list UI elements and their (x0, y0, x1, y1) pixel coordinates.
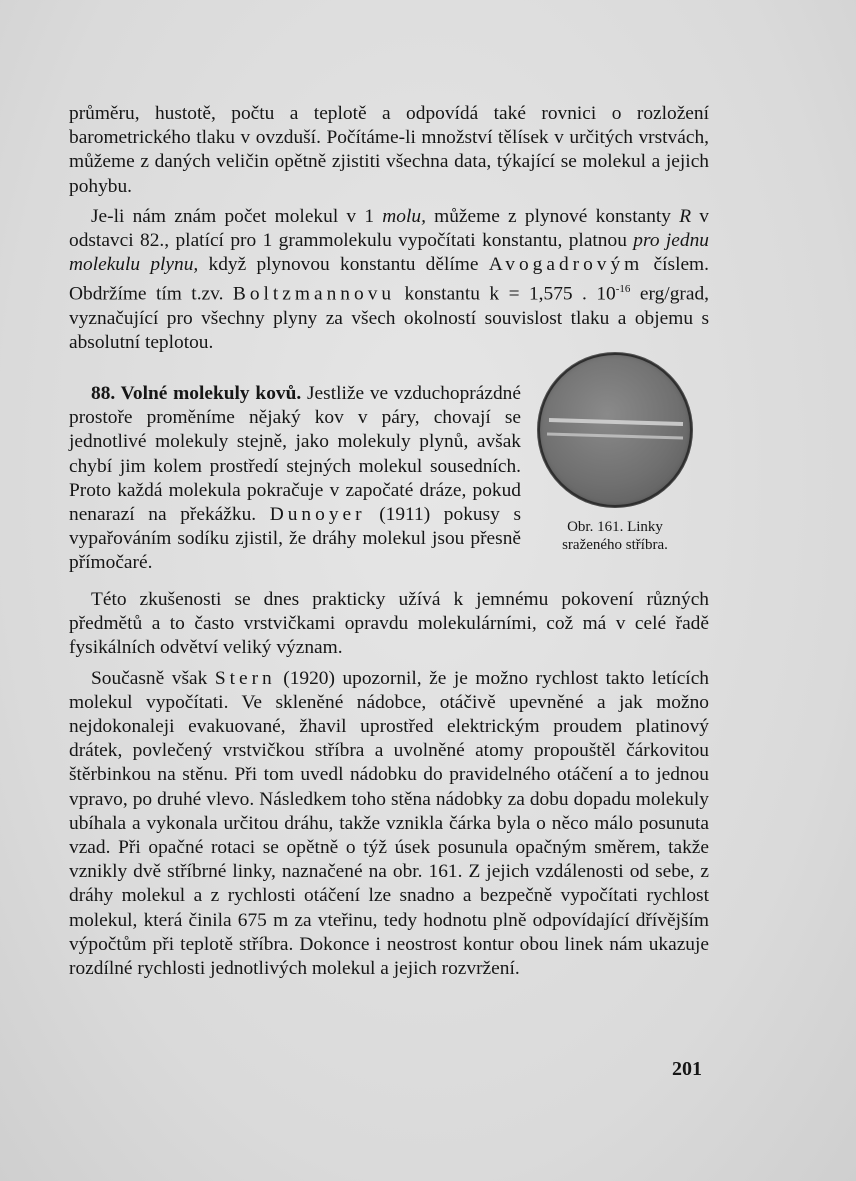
text-run: Jestliže ve vzduchoprázdné prostoře proměníme nějaký kov v páry, chovají se jednotlivé molekuly stejně, jako molekuly plynů, avšak chybí jim kolem prostředí stejných molekul sousedních. Proto každá molekula pokračuje v započaté dráze, pokud nenarazí na překážku. (69, 383, 521, 526)
spaced-dunoyer: Dunoyer (269, 504, 366, 526)
caption-line-1: Obr. 161. Linky (567, 519, 663, 535)
text-run: když plynovou konstantu dělíme (198, 254, 489, 276)
section-text (69, 382, 521, 576)
page-number: 201 (672, 1058, 702, 1080)
text-run: Je-li nám znám počet molekul v 1 (91, 205, 383, 227)
exponent: -16 (615, 283, 631, 296)
figure-caption (530, 518, 700, 554)
lower-text (69, 588, 709, 981)
text-run: (1911) pokusy s vypařováním sodíku zjistil, že dráhy molekul jsou přesně přímočaré. (69, 504, 521, 574)
text-run: erg/grad, vyznačující pro všechny plyny za všech okolností souvislost tlaku a objemu s absolutní teplotou. (69, 283, 709, 354)
text-run: číslem. Obdržíme tím t.zv. (69, 254, 709, 305)
silver-disc-image (537, 352, 693, 508)
italic-molu: molu, (382, 205, 426, 227)
paragraph-continuation: průměru, hustotě, počtu a teplotě a odpovídá také rovnici o rozložení barometrického tlaku v ovzduší. Počítáme-li množství tělísek v určitých vrstvách, můžeme z daných veličin opětně zjistiti všechna data, týkající se molekul a jejich pohybu. (69, 103, 709, 197)
text-run: Současně však (91, 667, 215, 689)
spaced-stern: Stern (214, 667, 276, 689)
caption-line-2: sraženého stříbra. (562, 537, 668, 553)
paragraph-stern (69, 667, 709, 982)
italic-phrase: pro jednu molekulu plynu, (69, 230, 709, 276)
paragraph-pokoveni: Této zkušenosti se dnes prakticky užívá k jemnému pokovení různých předmětů a to často vrstvičkami opravdu molekulárními, což má v celé řadě fysikálních odvětví veliký význam. (69, 589, 709, 659)
paragraph-section-88 (69, 382, 521, 576)
spaced-avogadro: Avogadrovým (488, 254, 644, 276)
upper-text (69, 102, 709, 356)
paragraph-boltzmann (69, 205, 709, 356)
text-run: můžeme z plynové konstanty (425, 205, 680, 227)
silver-line-upper (549, 420, 683, 424)
silver-lines-svg (537, 352, 693, 508)
italic-r: R (679, 205, 692, 227)
section-heading: 88. Volné molekuly kovů. (91, 383, 302, 404)
text-run: v odstavci 82., platící pro 1 grammolekulu vypočítati konstantu, platnou (69, 205, 709, 252)
text-run: konstantu k = 1,575 . 10 (395, 283, 616, 305)
text-run: (1920) upozornil, že je možno rychlost takto letících molekul vypočítati. Ve skleněné nádobce, otáčivě upevněné a jak možno nejdokonaleji evakuované, žhavil uprostřed elektrickým proudem platinový drátek, povlečený vrstvičkou stříbra a uvolněné atomy propouštěl čárkovitou štěrbinkou na stěnu. Při tom uvedl nádobku do pravidelného otáčení a to jednou vpravo, po druhé vlevo. Následkem toho stěna nádobky za dobu dopadu molekuly ubíhala a vykonala určitou dráhu, takže vznikla čárka byla o něco málo posunuta vzad. Při opačné rotaci se opětně o týž úsek posunula opačným směrem, takže vznikly dvě stříbrné linky, naznačené na obr. 161. Z jejich vzdálenosti od sebe, z dráhy molekul a z rychlosti otáčení lze snadno a bezpečně vypočítati rychlost molekul, která činila 675 m za vteřinu, tedy hodnotu plně odpovídající dřívějším výpočtům při teplotě stříbra. Dokonce i neostrost kontur obou linek nám ukazuje rozdílné rychlosti jednotlivých molekul a jejich rozvržení. (69, 667, 709, 980)
spaced-boltzmann: Boltzmannovu (232, 283, 396, 305)
silver-line-lower (547, 434, 683, 438)
disc-rim (539, 354, 691, 506)
